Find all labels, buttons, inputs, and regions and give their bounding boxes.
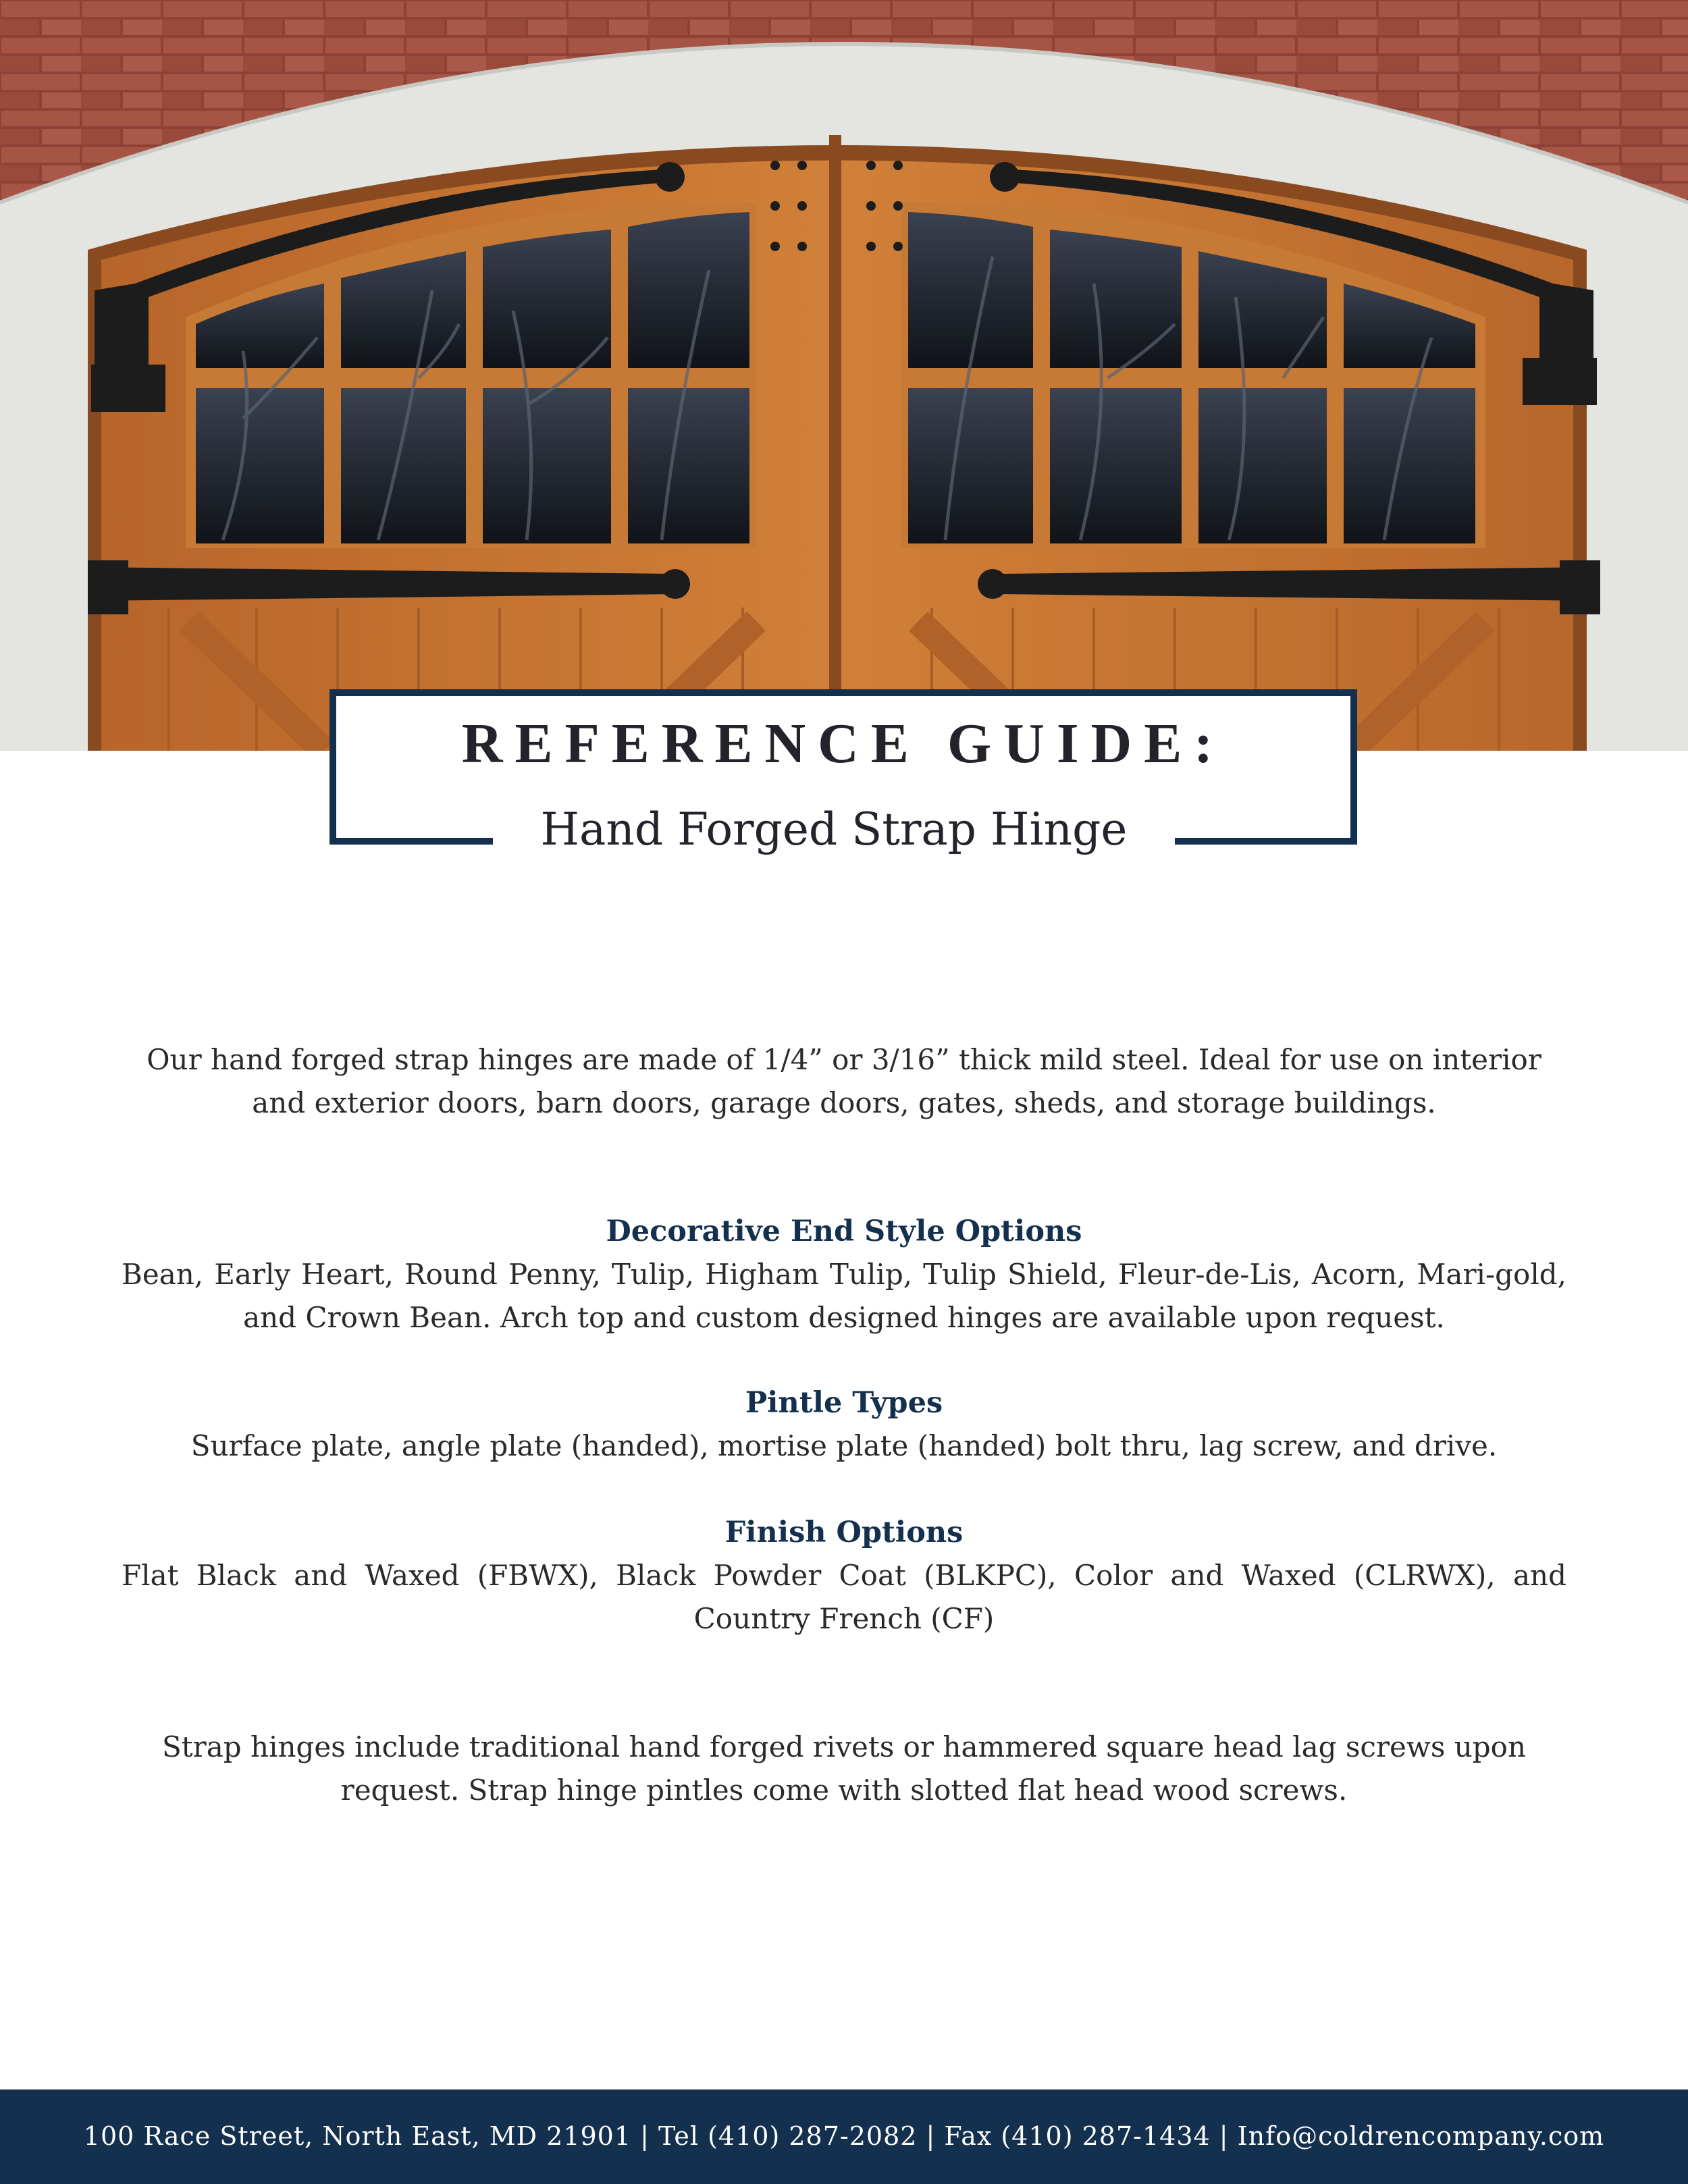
section-body-finish-options: Flat Black and Waxed (FBWX), Black Powder Coat (BLKPC), Color and Waxed (CLRWX), and Country French (CF)	[122, 1559, 1566, 1635]
title-frame-bottom-left	[329, 838, 493, 845]
intro-paragraph: Our hand forged strap hinges are made of 1/4” or 3/16” thick mild steel. Ideal for use on interior and exterior doors, barn doors, garage doors, gates, sheds, and storage buildings.	[147, 1043, 1541, 1119]
section-body-pintle-types: Surface plate, angle plate (handed), mortise plate (handed) bolt thru, lag screw, and drive.	[190, 1429, 1498, 1462]
section-heading-end-styles: Decorative End Style Options	[606, 1215, 1082, 1248]
hero-door-image	[0, 0, 1688, 751]
footer-contact-info: 100 Race Street, North East, MD 21901 | Tel (410) 287-2082 | Fax (410) 287-1434 | Info@coldrencompany.com	[83, 2121, 1605, 2151]
section-body-end-styles: Bean, Early Heart, Round Penny, Tulip, Higham Tulip, Tulip Shield, Fleur-de-Lis, Acorn, Mari-gold, and Crown Bean. Arch top and custom designed hinges are available upon request.	[122, 1258, 1566, 1334]
footer-bar	[0, 2089, 1688, 2184]
closing-paragraph: Strap hinges include traditional hand forged rivets or hammered square head lag screws upon request. Strap hinge pintles come with slotted flat head wood screws.	[162, 1730, 1526, 1807]
title-frame-bottom-right	[1175, 838, 1357, 845]
page-subtitle: Hand Forged Strap Hinge	[540, 803, 1128, 855]
section-heading-finish-options: Finish Options	[724, 1516, 964, 1549]
page-title: REFERENCE GUIDE:	[461, 712, 1225, 775]
section-heading-pintle-types: Pintle Types	[745, 1386, 943, 1420]
